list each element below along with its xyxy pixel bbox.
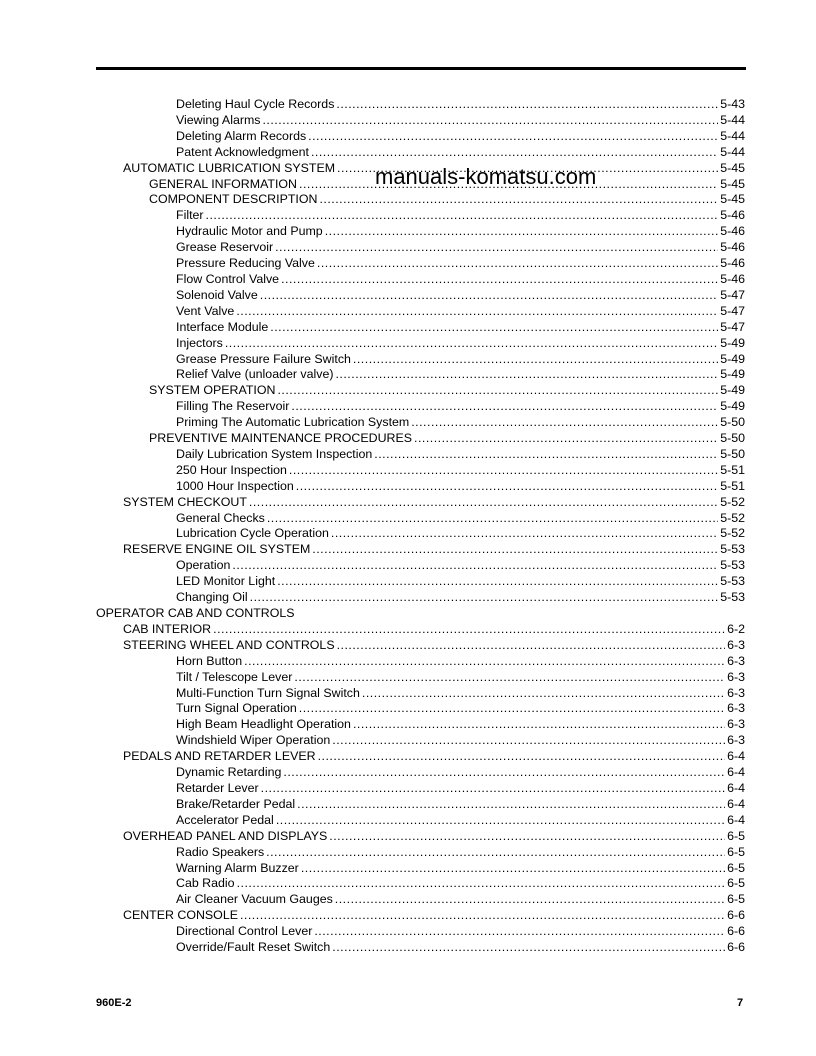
dot-leader: [308, 129, 718, 145]
toc-entry-page: 5-47: [720, 319, 745, 334]
toc-entry-page: 5-52: [720, 510, 745, 525]
dot-leader: [329, 829, 725, 845]
toc-entry[interactable]: [96, 717, 745, 733]
toc-entry-page: 5-53: [720, 542, 745, 557]
toc-entry[interactable]: [96, 367, 745, 383]
toc-entry-title: OPERATOR CAB AND CONTROLS: [96, 606, 295, 620]
dot-leader: [225, 336, 718, 352]
dot-leader: [331, 526, 718, 542]
toc-entry-title: Viewing Alarms: [176, 112, 261, 127]
toc-entry-title: Relief Valve (unloader valve): [176, 367, 334, 382]
toc-entry-page: 5-46: [720, 256, 745, 271]
dot-leader: [332, 940, 725, 956]
toc-entry-title: Pressure Reducing Valve: [176, 256, 315, 271]
toc-entry[interactable]: [96, 908, 745, 924]
toc-entry[interactable]: [96, 622, 745, 638]
toc-entry-page: 6-3: [727, 685, 745, 700]
toc-entry[interactable]: [96, 526, 745, 542]
toc-entry-page: 6-3: [727, 669, 745, 684]
toc-entry-title: Lubrication Cycle Operation: [176, 526, 329, 541]
toc-entry-page: 5-44: [720, 144, 745, 159]
toc-entry[interactable]: [96, 399, 745, 415]
dot-leader: [275, 240, 718, 256]
dot-leader: [277, 574, 718, 590]
toc-entry[interactable]: [96, 97, 745, 113]
dot-leader: [317, 256, 718, 272]
toc-entry[interactable]: [96, 670, 745, 686]
toc-entry[interactable]: [96, 749, 745, 765]
dot-leader: [296, 479, 718, 495]
toc-entry-title: SYSTEM OPERATION: [149, 383, 276, 398]
toc-entry-title: Interface Module: [176, 319, 269, 334]
toc-entry-page: 6-4: [727, 796, 745, 811]
toc-entry-title: Grease Pressure Failure Switch: [176, 351, 351, 366]
dot-leader: [299, 701, 725, 717]
toc-entry-page: 6-5: [727, 892, 745, 907]
toc-entry-title: Dynamic Retarding: [176, 765, 282, 780]
toc-entry[interactable]: [96, 892, 745, 908]
toc-entry[interactable]: [96, 701, 745, 717]
dot-leader: [294, 670, 725, 686]
toc-entry-page: 6-3: [727, 733, 745, 748]
toc-entry-title: Hydraulic Motor and Pump: [176, 224, 323, 239]
toc-entry-title: Horn Button: [176, 653, 243, 668]
dot-leader: [312, 542, 718, 558]
toc-entry-page: 6-6: [727, 908, 745, 923]
toc-entry-page: 5-44: [720, 112, 745, 127]
toc-entry-page: 5-52: [720, 494, 745, 509]
toc-entry-page: 5-51: [720, 462, 745, 477]
dot-leader: [411, 415, 718, 431]
footer-model: 960E-2: [96, 997, 132, 1009]
dot-leader: [414, 431, 718, 447]
toc-entry-title: CAB INTERIOR: [123, 621, 212, 636]
toc-entry-title: Brake/Retarder Pedal: [176, 796, 296, 811]
toc-entry-title: Daily Lubrication System Inspection: [176, 446, 373, 461]
toc-entry-page: 5-45: [720, 192, 745, 207]
dot-leader: [236, 304, 718, 320]
toc-entry-page: 5-45: [720, 176, 745, 191]
dot-leader: [291, 399, 718, 415]
dot-leader: [266, 845, 725, 861]
toc-entry-title: PEDALS AND RETARDER LEVER: [123, 749, 316, 764]
dot-leader: [240, 908, 725, 924]
toc-entry-page: 6-6: [727, 924, 745, 939]
toc-entry-title: Cab Radio: [176, 876, 235, 891]
toc-entry-title: Multi-Function Turn Signal Switch: [176, 685, 360, 700]
toc-entry[interactable]: [96, 288, 745, 304]
dot-leader: [374, 447, 718, 463]
toc-entry[interactable]: [96, 574, 745, 590]
toc-entry-title: Operation: [176, 558, 231, 573]
toc-entry-title: Deleting Alarm Records: [176, 128, 307, 143]
toc-entry[interactable]: [96, 590, 745, 606]
toc-entry-page: 5-46: [720, 208, 745, 223]
toc-entry-page: 6-3: [727, 701, 745, 716]
toc-entry-page: 6-3: [727, 637, 745, 652]
toc-entry[interactable]: [96, 463, 745, 479]
toc-entry-title: Grease Reservoir: [176, 240, 274, 255]
toc-entry-page: 6-4: [727, 765, 745, 780]
toc-entry[interactable]: [96, 495, 745, 511]
toc-entry-page: 5-43: [720, 97, 745, 111]
dot-leader: [353, 717, 725, 733]
toc-entry-page: 6-3: [727, 717, 745, 732]
toc-entry-page: 5-46: [720, 240, 745, 255]
dot-leader: [277, 383, 718, 399]
toc-entry-page: 6-4: [727, 749, 745, 764]
toc-entry-title: High Beam Headlight Operation: [176, 717, 351, 732]
toc-entry-title: Windshield Wiper Operation: [176, 733, 331, 748]
toc-entry-title: 250 Hour Inspection: [176, 462, 287, 477]
dot-leader: [301, 861, 725, 877]
toc-entry[interactable]: [96, 829, 745, 845]
dot-leader: [249, 495, 718, 511]
toc-entry-page: 6-2: [727, 621, 745, 636]
toc-entry-title: Override/Fault Reset Switch: [176, 940, 331, 955]
toc-entry[interactable]: [96, 861, 745, 877]
toc-entry-page: 6-3: [727, 653, 745, 668]
toc-entry-title: Deleting Haul Cycle Records: [176, 97, 335, 111]
dot-leader: [270, 320, 718, 336]
toc-entry-page: 5-47: [720, 303, 745, 318]
toc-entry[interactable]: [96, 224, 745, 240]
dot-leader: [260, 288, 718, 304]
toc-entry-page: 5-50: [720, 415, 745, 430]
toc-entry-title: Changing Oil: [176, 590, 248, 605]
toc-entry-title: RESERVE ENGINE OIL SYSTEM: [123, 542, 311, 557]
toc-entry-title: Tilt / Telescope Lever: [176, 669, 293, 684]
toc-entry-title: Injectors: [176, 335, 223, 350]
toc-entry-title: Warning Alarm Buzzer: [176, 860, 299, 875]
toc-entry-page: 5-49: [720, 335, 745, 350]
toc-entry[interactable]: [96, 272, 745, 288]
dot-leader: [325, 224, 719, 240]
dot-leader: [276, 813, 725, 829]
toc-entry-title: Air Cleaner Vacuum Gauges: [176, 892, 333, 907]
table-of-contents: [96, 97, 745, 956]
toc-entry[interactable]: [96, 113, 745, 129]
toc-entry[interactable]: [96, 765, 745, 781]
dot-leader: [289, 463, 718, 479]
toc-entry-page: 5-46: [720, 224, 745, 239]
dot-leader: [250, 590, 719, 606]
toc-entry-title: Solenoid Valve: [176, 287, 258, 302]
toc-entry-title: Patent Acknowledgment: [176, 144, 309, 159]
toc-entry-page: 5-51: [720, 478, 745, 493]
toc-entry[interactable]: [96, 781, 745, 797]
toc-entry-title: AUTOMATIC LUBRICATION SYSTEM: [123, 160, 336, 175]
toc-entry-title: Accelerator Pedal: [176, 812, 274, 827]
toc-entry-page: 5-53: [720, 558, 745, 573]
dot-leader: [319, 192, 718, 208]
header-rule: [96, 67, 746, 70]
dot-leader: [206, 208, 719, 224]
watermark: manuals-komatsu.com: [375, 164, 597, 189]
toc-entry-page: 5-44: [720, 128, 745, 143]
dot-leader: [297, 797, 725, 813]
toc-entry-page: 6-4: [727, 780, 745, 795]
toc-entry[interactable]: [96, 542, 745, 558]
dot-leader: [362, 686, 725, 702]
toc-entry-page: 5-49: [720, 367, 745, 382]
toc-entry-title: Radio Speakers: [176, 844, 265, 859]
toc-entry[interactable]: [96, 240, 745, 256]
toc-entry[interactable]: [96, 479, 745, 495]
toc-entry-page: 5-49: [720, 383, 745, 398]
toc-entry-page: 5-49: [720, 399, 745, 414]
dot-leader: [314, 924, 725, 940]
toc-entry[interactable]: [96, 686, 745, 702]
toc-entry[interactable]: [96, 383, 745, 399]
toc-entry-title: GENERAL INFORMATION: [149, 176, 298, 191]
dot-leader: [353, 352, 718, 368]
toc-entry-title: LED Monitor Light: [176, 574, 276, 589]
toc-entry[interactable]: [96, 304, 745, 320]
toc-entry[interactable]: [96, 208, 745, 224]
toc-entry-page: 6-6: [727, 940, 745, 955]
toc-entry-page: 5-47: [720, 287, 745, 302]
toc-entry[interactable]: [96, 797, 745, 813]
toc-entry-title: OVERHEAD PANEL AND DISPLAYS: [123, 828, 328, 843]
toc-entry[interactable]: [96, 511, 745, 527]
toc-entry[interactable]: [96, 845, 745, 861]
dot-leader: [336, 97, 718, 113]
toc-entry-title: SYSTEM CHECKOUT: [123, 494, 247, 509]
toc-entry[interactable]: [96, 733, 745, 749]
dot-leader: [311, 145, 718, 161]
toc-entry-page: 5-46: [720, 271, 745, 286]
toc-entry[interactable]: [96, 352, 745, 368]
toc-entry-page: 6-5: [727, 876, 745, 891]
dot-leader: [261, 781, 725, 797]
toc-entry-page: 6-4: [727, 812, 745, 827]
toc-entry[interactable]: [96, 558, 745, 574]
toc-entry-title: CENTER CONSOLE: [123, 908, 238, 923]
toc-entry[interactable]: [96, 192, 745, 208]
toc-entry-title: STEERING WHEEL AND CONTROLS: [123, 637, 335, 652]
toc-entry[interactable]: [96, 813, 745, 829]
dot-leader: [267, 511, 718, 527]
toc-entry-page: 5-53: [720, 574, 745, 589]
toc-entry[interactable]: [96, 940, 745, 956]
dot-leader: [244, 654, 725, 670]
toc-entry[interactable]: [96, 654, 745, 670]
toc-entry-title: Vent Valve: [176, 303, 235, 318]
toc-entry-title: 1000 Hour Inspection: [176, 478, 294, 493]
dot-leader: [213, 622, 725, 638]
toc-entry[interactable]: [96, 129, 745, 145]
toc-entry-title: Retarder Lever: [176, 780, 259, 795]
toc-entry-page: 5-45: [720, 160, 745, 175]
dot-leader: [335, 892, 725, 908]
dot-leader: [281, 272, 718, 288]
toc-entry[interactable]: [96, 876, 745, 892]
toc-entry-page: 6-5: [727, 860, 745, 875]
dot-leader: [337, 638, 725, 654]
toc-entry[interactable]: [96, 447, 745, 463]
toc-entry-page: 6-5: [727, 844, 745, 859]
toc-entry-title: General Checks: [176, 510, 265, 525]
toc-entry-title: Filling The Reservoir: [176, 399, 290, 414]
toc-entry[interactable]: [96, 320, 745, 336]
toc-entry[interactable]: [96, 336, 745, 352]
toc-entry-page: 5-50: [720, 446, 745, 461]
toc-entry-title: COMPONENT DESCRIPTION: [149, 192, 318, 207]
toc-entry-title: PREVENTIVE MAINTENANCE PROCEDURES: [149, 431, 412, 446]
toc-entry[interactable]: [96, 256, 745, 272]
toc-entry[interactable]: [96, 415, 745, 431]
toc-entry-page: 5-53: [720, 590, 745, 605]
dot-leader: [262, 113, 718, 129]
toc-entry-page: 5-49: [720, 351, 745, 366]
toc-entry-title: Priming The Automatic Lubrication System: [176, 415, 410, 430]
toc-entry[interactable]: [96, 924, 745, 940]
toc-entry-title: Directional Control Lever: [176, 924, 313, 939]
toc-entry-title: Filter: [176, 208, 204, 223]
toc-entry-page: 5-50: [720, 431, 745, 446]
toc-entry-page: 5-52: [720, 526, 745, 541]
dot-leader: [335, 367, 718, 383]
footer-page-number: 7: [737, 997, 744, 1009]
toc-entry[interactable]: [96, 145, 745, 161]
dot-leader: [237, 876, 726, 892]
toc-entry[interactable]: [96, 431, 745, 447]
dot-leader: [232, 558, 718, 574]
toc-entry-page: 6-5: [727, 828, 745, 843]
dot-leader: [332, 733, 725, 749]
dot-leader: [283, 765, 725, 781]
toc-entry[interactable]: [96, 638, 745, 654]
toc-entry-title: Flow Control Valve: [176, 271, 280, 286]
dot-leader: [318, 749, 726, 765]
toc-entry[interactable]: [96, 606, 745, 622]
toc-entry-title: Turn Signal Operation: [176, 701, 297, 716]
